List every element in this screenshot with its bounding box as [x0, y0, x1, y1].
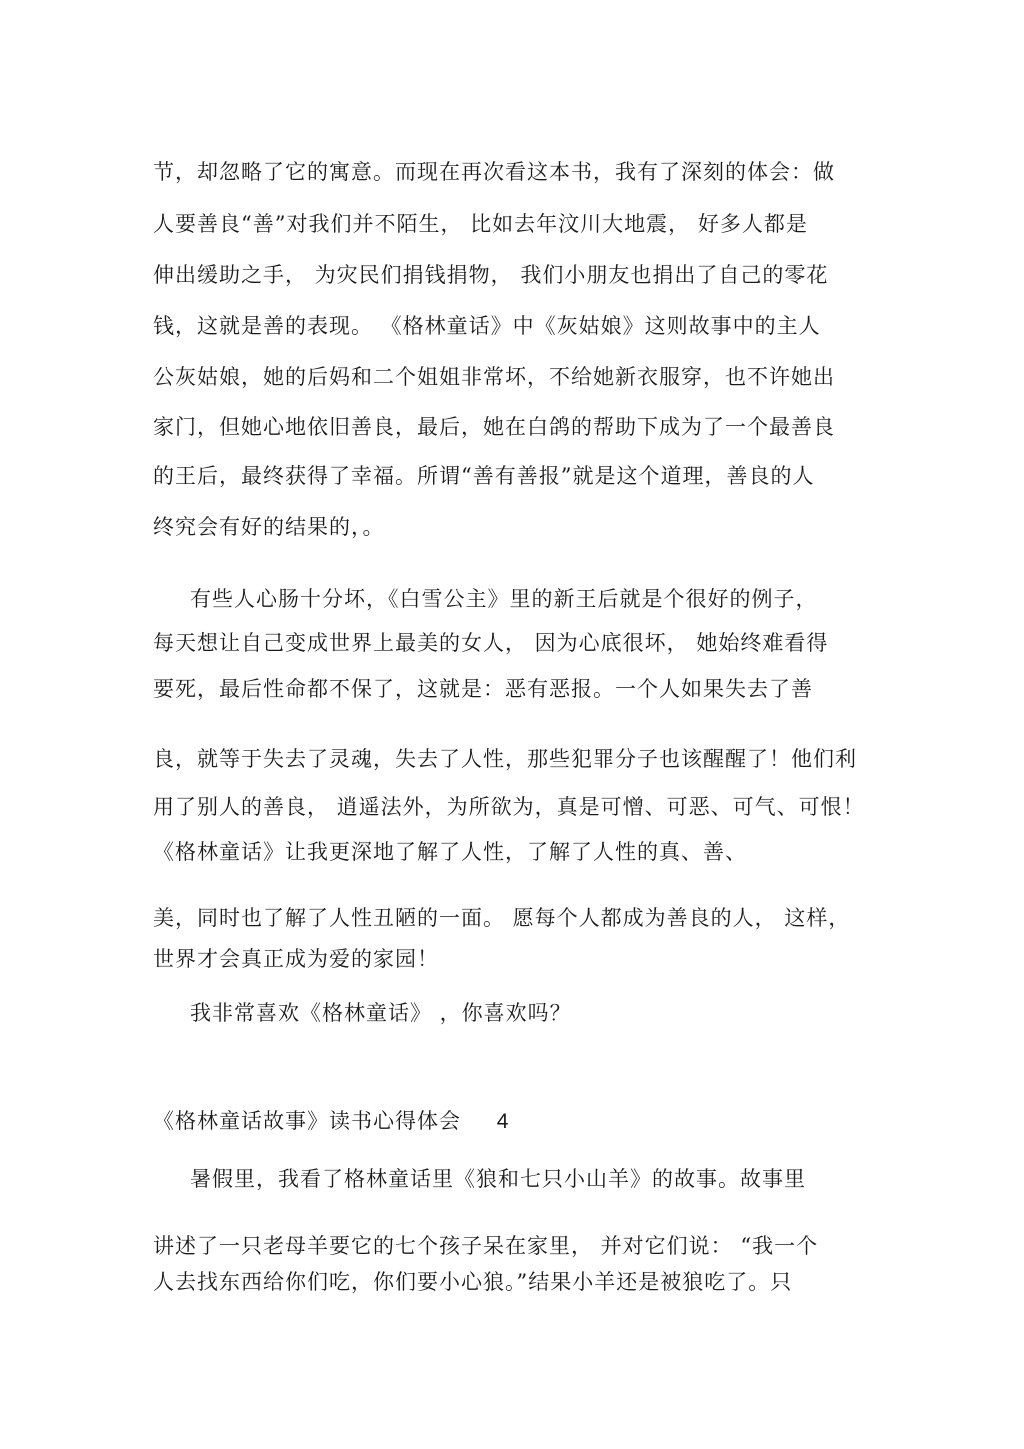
paragraph-line: 世界才会真正成为爱的家园！: [153, 947, 439, 971]
paragraph-line: 钱，这就是善的表现。 《格林童话》中《灰姑娘》这则故事中的主人: [153, 314, 821, 338]
paragraph-line: 公灰姑娘，她的后妈和二个姐姐非常坏，不给她新衣服穿，也不许她出: [153, 365, 835, 389]
paragraph-line: 有些人心肠十分坏，《白雪公主》里的新王后就是个很好的例子，: [190, 587, 818, 611]
paragraph-line: 伸出缓助之手， 为灾民们捐钱捐物， 我们小朋友也捐出了自己的零花: [153, 263, 829, 287]
paragraph-line: 家门，但她心地依旧善良，最后，她在白鸽的帮助下成为了一个最善良: [153, 415, 835, 439]
paragraph-line: 美，同时也了解了人性丑陋的一面。 愿每个人都成为善良的人， 这样，: [153, 906, 851, 930]
section-title: [153, 1107, 509, 1136]
paragraph-line: 人要善良“善”对我们并不陌生， 比如去年汶川大地震， 好多人都是: [153, 212, 808, 236]
paragraph-line: 暑假里，我看了格林童话里《狼和七只小山羊》的故事。故事里: [190, 1167, 806, 1191]
paragraph-line: 用了别人的善良， 逍遥法外，为所欲为，真是可憎、可恶、可气、可恨！: [153, 795, 865, 819]
paragraph-line: 要死，最后性命都不保了，这就是：恶有恶报。一个人如果失去了善: [153, 677, 813, 701]
section-title-text: 《格林童话故事》读书心得体会: [153, 1109, 461, 1133]
paragraph-line: 良，就等于失去了灵魂，失去了人性，那些犯罪分子也该醒醒了！他们利: [153, 747, 857, 771]
paragraph-line: 节，却忽略了它的寓意。而现在再次看这本书，我有了深刻的体会：做: [153, 160, 835, 184]
section-number: 4: [496, 1110, 510, 1133]
paragraph-line: 每天想让自己变成世界上最美的女人， 因为心底很坏， 她始终难看得: [153, 631, 829, 655]
paragraph-line: 讲述了一只老母羊要它的七个孩子呆在家里， 并对它们说： “我一个: [153, 1234, 819, 1258]
paragraph-line: 《格林童话》让我更深地了解了人性，了解了人性的真、善、: [153, 840, 747, 864]
paragraph-line: 我非常喜欢《格林童话》 ，你喜欢吗？: [190, 1001, 572, 1025]
paragraph-line: 终究会有好的结果的，。: [153, 515, 385, 539]
paragraph-line: 的王后，最终获得了幸福。所谓“善有善报”就是这个道理，善良的人: [153, 464, 815, 488]
paragraph-line: 人去找东西给你们吃，你们要小心狼。”结果小羊还是被狼吃了。只: [153, 1270, 793, 1294]
